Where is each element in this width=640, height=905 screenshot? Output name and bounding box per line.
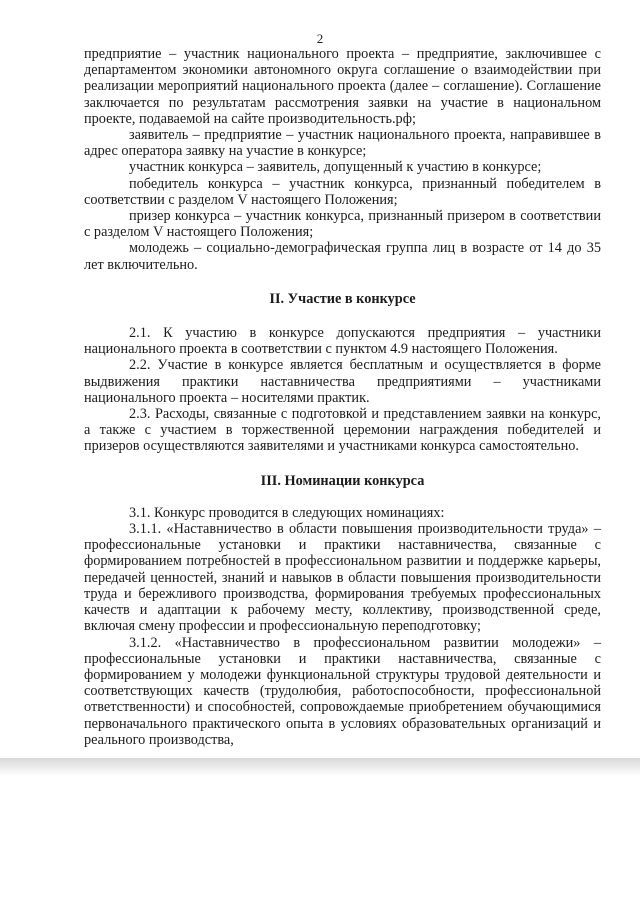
definition-paragraph: победитель конкурса – участник конкурса, признанный победителем в соответствии с разделом V настоящего Положения; bbox=[84, 175, 601, 208]
section-3-paragraph: 3.1.1. «Наставничество в области повышения производительности труда» – профессиональные установки и практики наставничества, связанные с формированием потребностей в профессиональном развитии и поддержке карьеры, передачей ценностей, знаний и навыков в области повышения производительности труда и бережливого производства, формирования требуемых профессиональных качеств и адаптации к рабочему месту, коллективу, производственной среде, включая смену профессии и профессиональную переподготовку; bbox=[84, 521, 601, 635]
section-2-paragraph: 2.2. Участие в конкурсе является бесплатным и осуществляется в форме выдвижения практики наставничества предприятиями – участниками национального проекта – носителями практик. bbox=[84, 357, 601, 406]
definition-paragraph: призер конкурса – участник конкурса, признанный призером в соответствии с разделом V настоящего Положения; bbox=[84, 208, 601, 241]
section-3-paragraph: 3.1. Конкурс проводится в следующих номинациях: bbox=[129, 504, 445, 521]
definition-paragraph: заявитель – предприятие – участник национального проекта, направившее в адрес оператора заявку на участие в конкурсе; bbox=[84, 127, 601, 160]
scan-edge-shadow bbox=[0, 758, 640, 776]
definition-paragraph: молодежь – социально-демографическая группа лиц в возрасте от 14 до 35 лет включительно. bbox=[84, 240, 601, 273]
section-3-paragraph: 3.1.2. «Наставничество в профессиональном развитии молодежи» – профессиональные установки и практики наставничества, связанные с формированием у молодежи функциональной структуры трудовой деятельности и соответствующих качеств (трудолюбия, работоспособности, профессиональной ответственности) и способностей, сопровождаемые приобретением обучающимися первоначального практического опыта в условиях образовательных организаций и реального производства, bbox=[84, 634, 601, 748]
definition-paragraph: участник конкурса – заявитель, допущенный к участию в конкурсе; bbox=[129, 159, 542, 176]
section-2-paragraph: 2.3. Расходы, связанные с подготовкой и представлением заявки на конкурс, а также с участием в торжественной церемонии награждения победителей и призеров осуществляются заявителями и участниками конкурса самостоятельно. bbox=[84, 406, 601, 455]
page-number: 2 bbox=[316, 31, 324, 46]
section-2-paragraph: 2.1. К участию в конкурсе допускаются предприятия – участники национального проекта в соответствии с пунктом 4.9 настоящего Положения. bbox=[84, 325, 601, 358]
section-2-title: II. Участие в конкурсе bbox=[269, 290, 416, 307]
definition-paragraph: предприятие – участник национального проекта – предприятие, заключившее с департаментом экономики автономного округа соглашение о взаимодействии при реализации мероприятий национального проекта (далее – соглашение). Соглашение заключается по результатам рассмотрения заявки на участие в национальном проекте, подаваемой на сайте производительность.рф; bbox=[84, 46, 601, 127]
document-body bbox=[84, 46, 601, 748]
section-3-title: III. Номинации конкурса bbox=[260, 472, 425, 489]
